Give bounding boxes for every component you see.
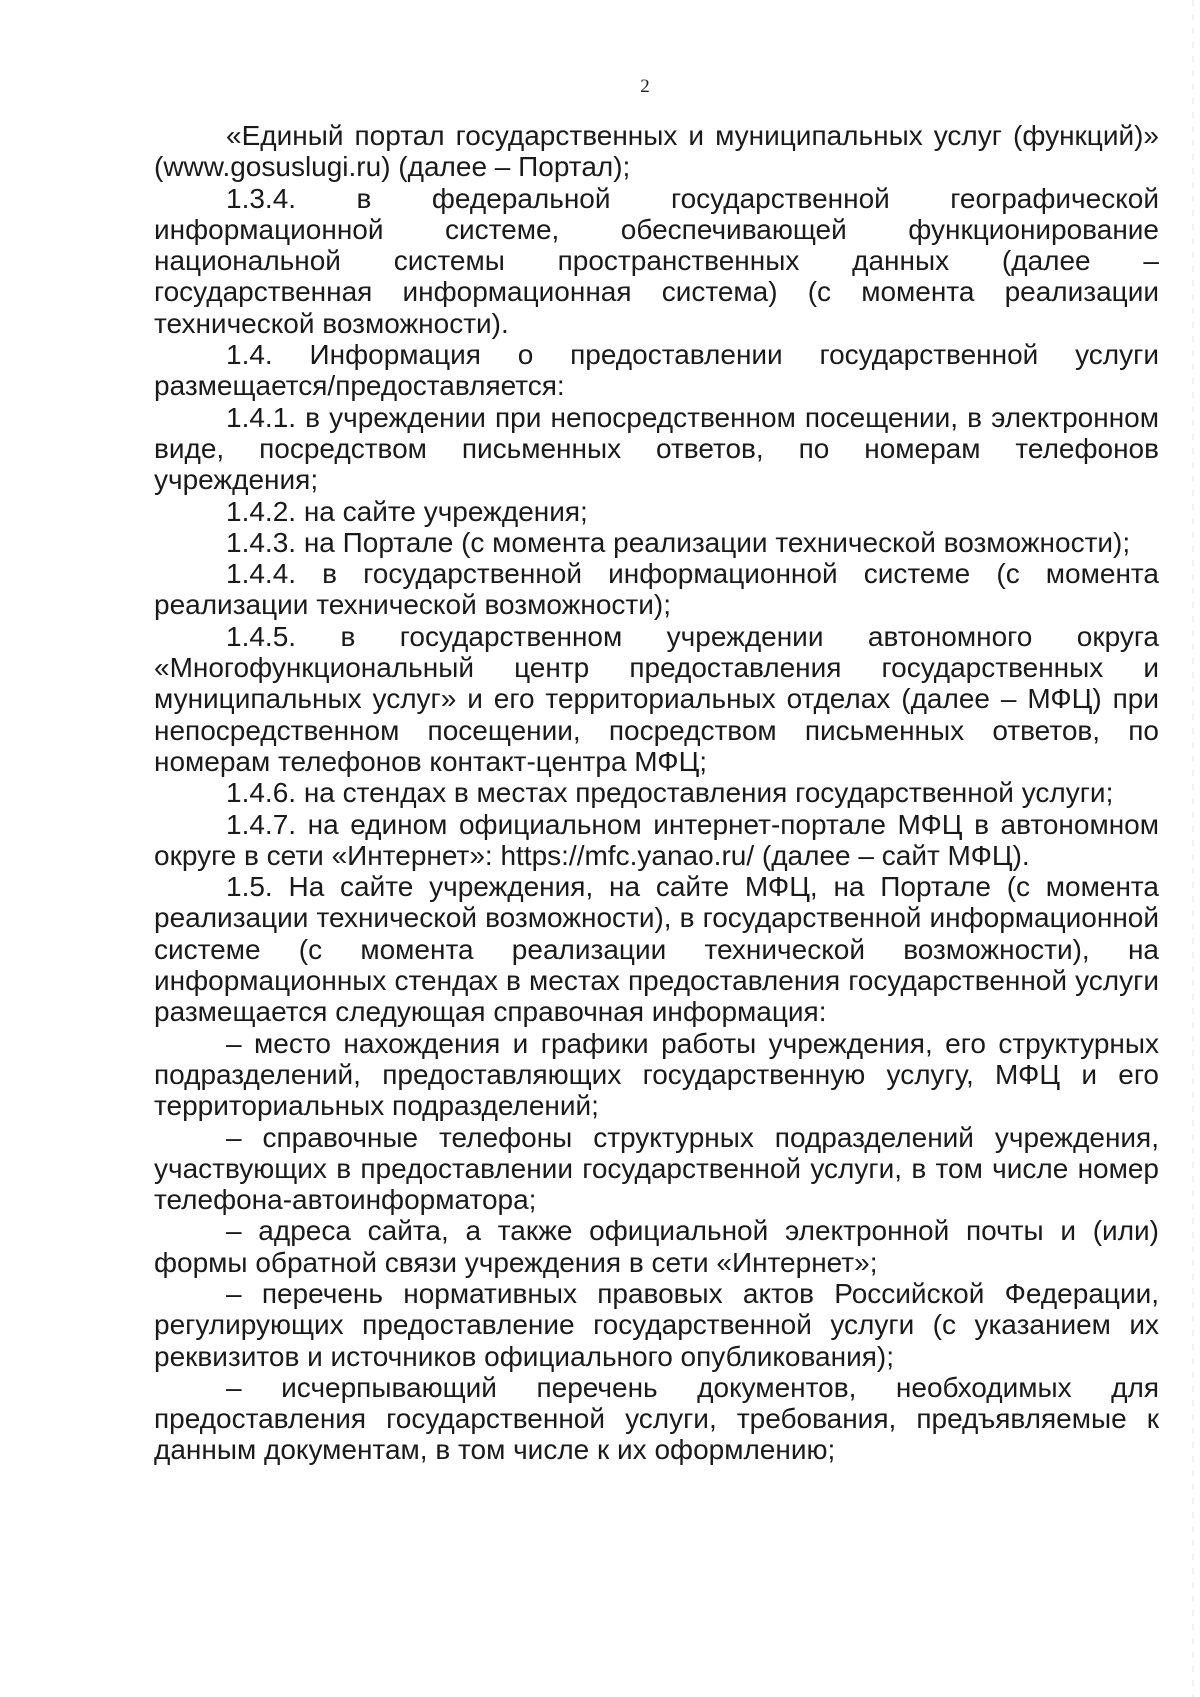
paragraph-1-3-4: 1.3.4. в федеральной государственной географической информационной системе, обеспечивающей функционирование национальной системы пространственных данных (далее – государственная информационная система) (с момента реализации технической возможности). — [154, 182, 1159, 339]
paragraph-1-4-5: 1.4.5. в государственном учреждении автономного округа «Многофункциональный центр предоставления государственных и муниципальных услуг» и его территориальных отделах (далее – МФЦ) при непосредственном посещении, посредством письменных ответов, по номерам телефонов контакт-центра МФЦ; — [154, 620, 1159, 777]
document-body — [154, 120, 1159, 1466]
paragraph-1-4: 1.4. Информация о предоставлении государственной услуги размещается/предоставляется: — [154, 339, 1159, 402]
list-item-legal-acts: – перечень нормативных правовых актов Российской Федерации, регулирующих предоставление государственной услуги (с указанием их реквизитов и источников официального опубликования); — [154, 1277, 1159, 1372]
paragraph-portal-continuation: «Единый портал государственных и муниципальных услуг (функций)» (www.gosuslugi.ru) (далее – Портал); — [154, 120, 1159, 183]
paragraph-1-4-1: 1.4.1. в учреждении при непосредственном посещении, в электронном виде, посредством письменных ответов, по номерам телефонов учреждения; — [154, 401, 1159, 496]
paragraph-1-4-4: 1.4.4. в государственной информационной системе (с момента реализации технической возможности); — [154, 558, 1159, 621]
list-item-documents: – исчерпывающий перечень документов, необходимых для предоставления государственной услуги, требования, предъявляемые к данным документам, в том числе к их оформлению; — [154, 1371, 1159, 1466]
paragraph-1-4-3: 1.4.3. на Портале (с момента реализации технической возможности); — [226, 526, 1131, 558]
paragraph-1-5: 1.5. На сайте учреждения, на сайте МФЦ, на Портале (с момента реализации технической возможности), в государственной информационной системе (с момента реализации технической возможности), на информационных стендах в местах предоставления государственной услуги размещается следующая справочная информация: — [154, 871, 1159, 1028]
scan-edge-artifact — [1192, 0, 1194, 1697]
list-item-phones: – справочные телефоны структурных подразделений учреждения, участвующих в предоставлении государственной услуги, в том числе номер телефона-автоинформатора; — [154, 1121, 1159, 1216]
paragraph-1-4-6: 1.4.6. на стендах в местах предоставления государственной услуги; — [226, 777, 1114, 809]
page-number: 2 — [640, 76, 650, 97]
paragraph-1-4-2: 1.4.2. на сайте учреждения; — [226, 495, 588, 527]
list-item-location-schedule: – место нахождения и графики работы учреждения, его структурных подразделений, предоставляющих государственную услугу, МФЦ и его территориальных подразделений; — [154, 1027, 1159, 1122]
paragraph-1-4-7: 1.4.7. на едином официальном интернет-портале МФЦ в автономном округе в сети «Интернет»: https://mfc.yanao.ru/ (далее – сайт МФЦ). — [154, 808, 1159, 871]
list-item-website-email: – адреса сайта, а также официальной электронной почты и (или) формы обратной связи учреждения в сети «Интернет»; — [154, 1215, 1159, 1278]
